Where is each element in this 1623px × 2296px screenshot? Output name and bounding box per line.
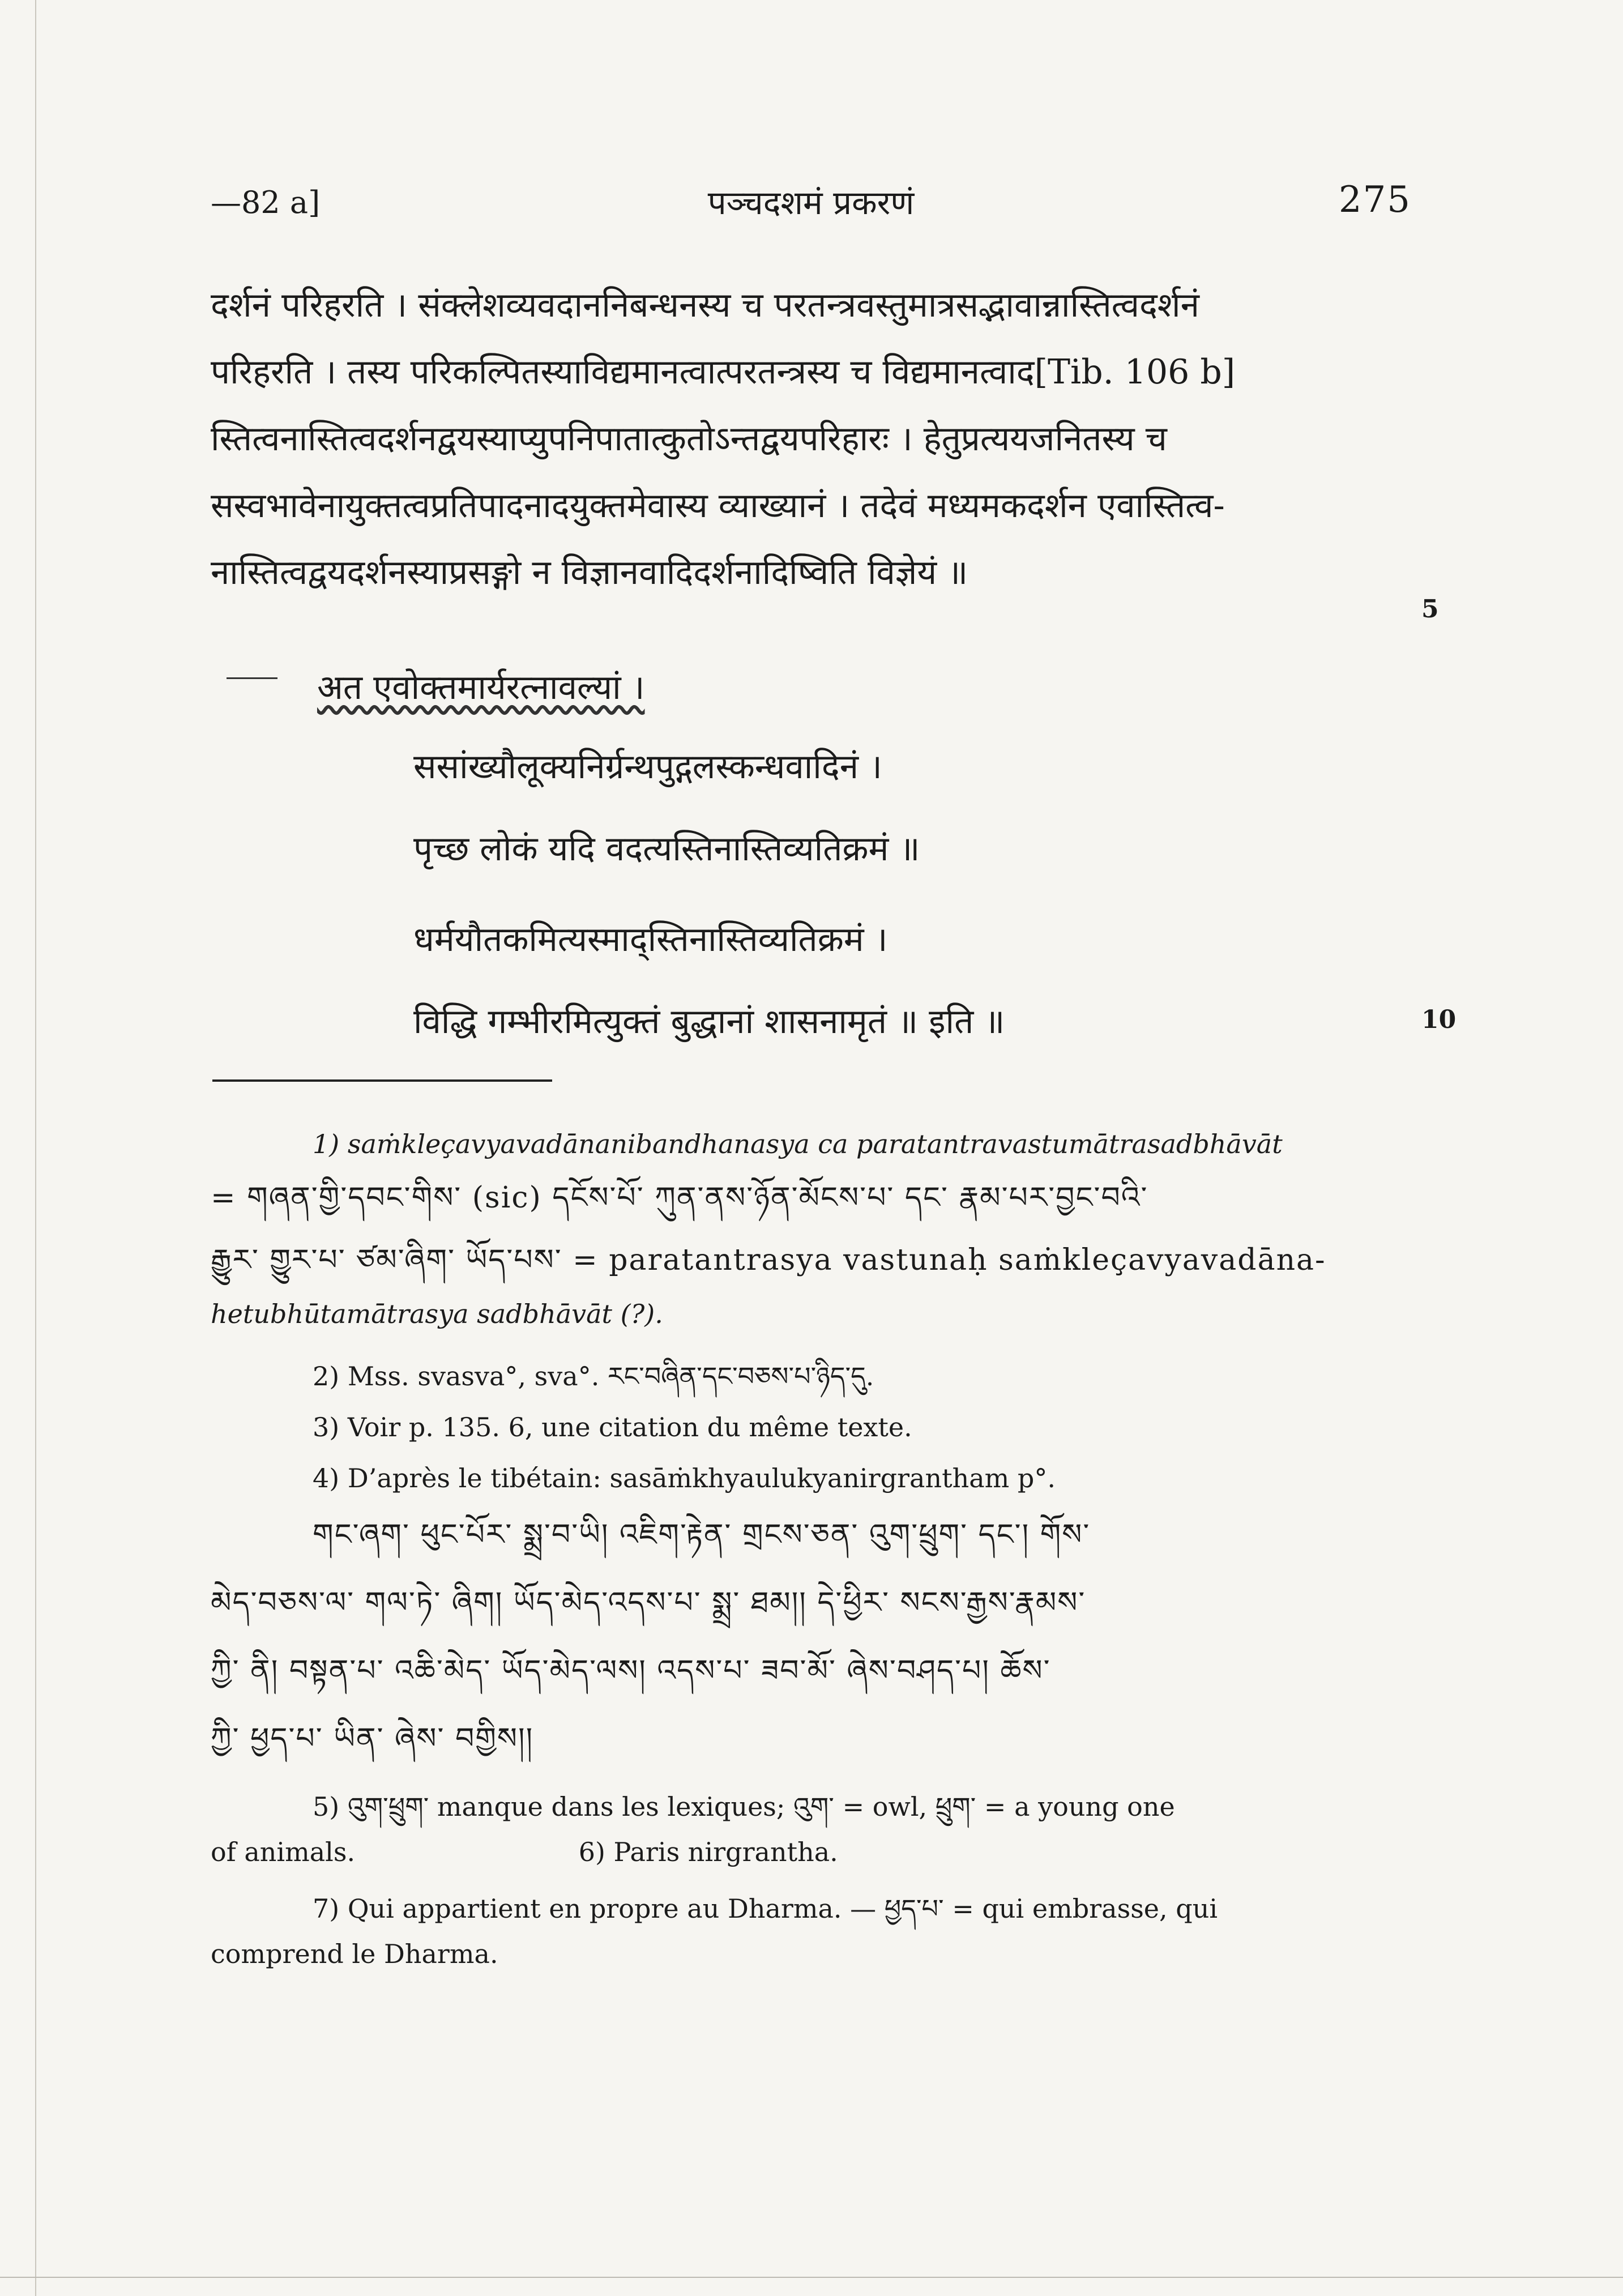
prose-line: सस्वभावेनायुक्तत्वप्रतिपादनादयुक्तमेवास्य व्याख्यानं । तदेवं मध्यमकदर्शन एवास्तित्व- <box>211 486 1225 526</box>
verse-intro: अत एवोक्तमार्यरत्नावल्यां । <box>317 668 645 707</box>
footnote-6: 6) Paris nirgrantha. <box>578 1837 838 1867</box>
verse-line: विद्धि गम्भीरमित्युक्तं बुद्धानां शासनामृतं ॥ इति ॥ <box>413 1002 1005 1042</box>
verse-line: पृच्छ लोकं यदि वदत्यस्तिनास्तिव्यतिक्रमं ॥ <box>413 829 920 869</box>
footnote-5-cont <box>211 1829 1411 1875</box>
prose-line: नास्तित्वद्वयदर्शनस्याप्रसङ्गो न विज्ञानवादिदर्शनादिष्विति विज्ञेयं ॥ <box>211 553 968 592</box>
footnote-1-tail: hetubhūtamātrasya sadbhāvāt (?). <box>211 1299 663 1329</box>
prose-line: परिहरति । तस्य परिकल्पितस्याविद्यमानत्वात्परतन्त्रस्य च विद्यमानत्वाद[Tib. 106 b] <box>211 352 1236 392</box>
footnote-4-tibetan: ཀྱི་ ཕྱད་པ་ ཡིན་ ཞེས་ བགྱིས།། <box>211 1722 534 1756</box>
footnote-3: 3) Voir p. 135. 6, une citation du même texte. <box>313 1412 912 1443</box>
footnote-1-tibetan: རྒྱུར་ གྱུར་པ་ ཙམ་ཞིག་ ཡོད་པས་ = paratantrasya vastunaḥ saṁkleçavyavadāna- <box>211 1243 1326 1277</box>
footnote-5: 5) འུག་ཕྲུག་ manque dans les lexiques; འུག་ = owl, ཕྲུག་ = a young one <box>313 1791 1175 1822</box>
footnote-5-tail: of animals. <box>211 1837 356 1867</box>
verse-line: ससांख्यौलूक्यनिर्ग्रन्थपुद्गलस्कन्धवादिनं । <box>413 747 882 787</box>
footnote-2: 2) Mss. svasva°, sva°. རང་བཞིན་དང་བཅས་པ་ཉིད་དུ. <box>313 1361 874 1392</box>
scan-edge <box>35 0 36 2296</box>
line-number-10: 10 <box>1421 1005 1457 1034</box>
footnote-rule <box>212 1079 552 1082</box>
footnote-1: 1) saṁkleçavyavadānanibandhanasya ca paratantravastumātrasadbhāvāt <box>313 1129 1283 1159</box>
footnote-7-tail: comprend le Dharma. <box>211 1939 498 1969</box>
sanskrit-prose <box>211 272 1411 606</box>
running-title: पञ्चदशमं प्रकरणं <box>707 183 915 222</box>
page-header <box>211 179 1411 230</box>
footnote-4: 4) D’après le tibétain: sasāṁkhyaulukyanirgrantham p°. <box>313 1463 1056 1493</box>
line-number-5: 5 <box>1421 595 1439 624</box>
prose-line: दर्शनं परिहरति । संक्लेशव्यवदाननिबन्धनस्य च परतन्त्रवस्तुमात्रसद्भावान्नास्तित्वदर्शनं <box>211 285 1199 325</box>
scan-bottom-edge <box>0 2277 1623 2278</box>
margin-dash <box>227 677 277 679</box>
prose-line: स्तित्वनास्तित्वदर्शनद्वयस्याप्युपनिपातात्कुतोऽन्तद्वयपरिहारः । हेतुप्रत्ययजनितस्य च <box>211 419 1167 459</box>
footnote-7: 7) Qui appartient en propre au Dharma. — ཕྱད་པ་ = qui embrasse, qui <box>313 1893 1218 1924</box>
footnote-4-tibetan: མེད་བཅས་ལ་ གལ་ཏེ་ ཞིག། ཡོད་མེད་འདས་པ་ སྨྲ་ ཐམ།། དེ་ཕྱིར་ སངས་རྒྱས་རྣམས་ <box>211 1586 1086 1620</box>
footnote-1-tibetan: = གཞན་གྱི་དབང་གིས་ (sic) དངོས་པོ་ ཀུན་ནས་ཉོན་མོངས་པ་ དང་ རྣམ་པར་བྱང་བའི་ <box>211 1181 1148 1215</box>
footnote-4-tibetan: ཀྱི་ ནི། བསྟན་པ་ འཆི་མེད་ ཡོད་མེད་ལས། འདས་པ་ ཟབ་མོ་ ཞེས་བཤད་པ། ཆོས་ <box>211 1654 1051 1688</box>
section-ref: —82 a] <box>211 185 321 220</box>
page-number: 275 <box>1338 179 1411 221</box>
verse-line: धर्मयौतकमित्यस्माद्स्तिनास्तिव्यतिक्रमं । <box>413 920 888 959</box>
footnote-4-tibetan: གང་ཞག་ ཕུང་པོར་ སྨྲ་བ་ཡི། འཇིག་རྟེན་ གྲངས་ཅན་ འུག་ཕྲུག་ དང་། གོས་ <box>313 1518 1091 1552</box>
footnotes <box>211 1121 1411 1977</box>
